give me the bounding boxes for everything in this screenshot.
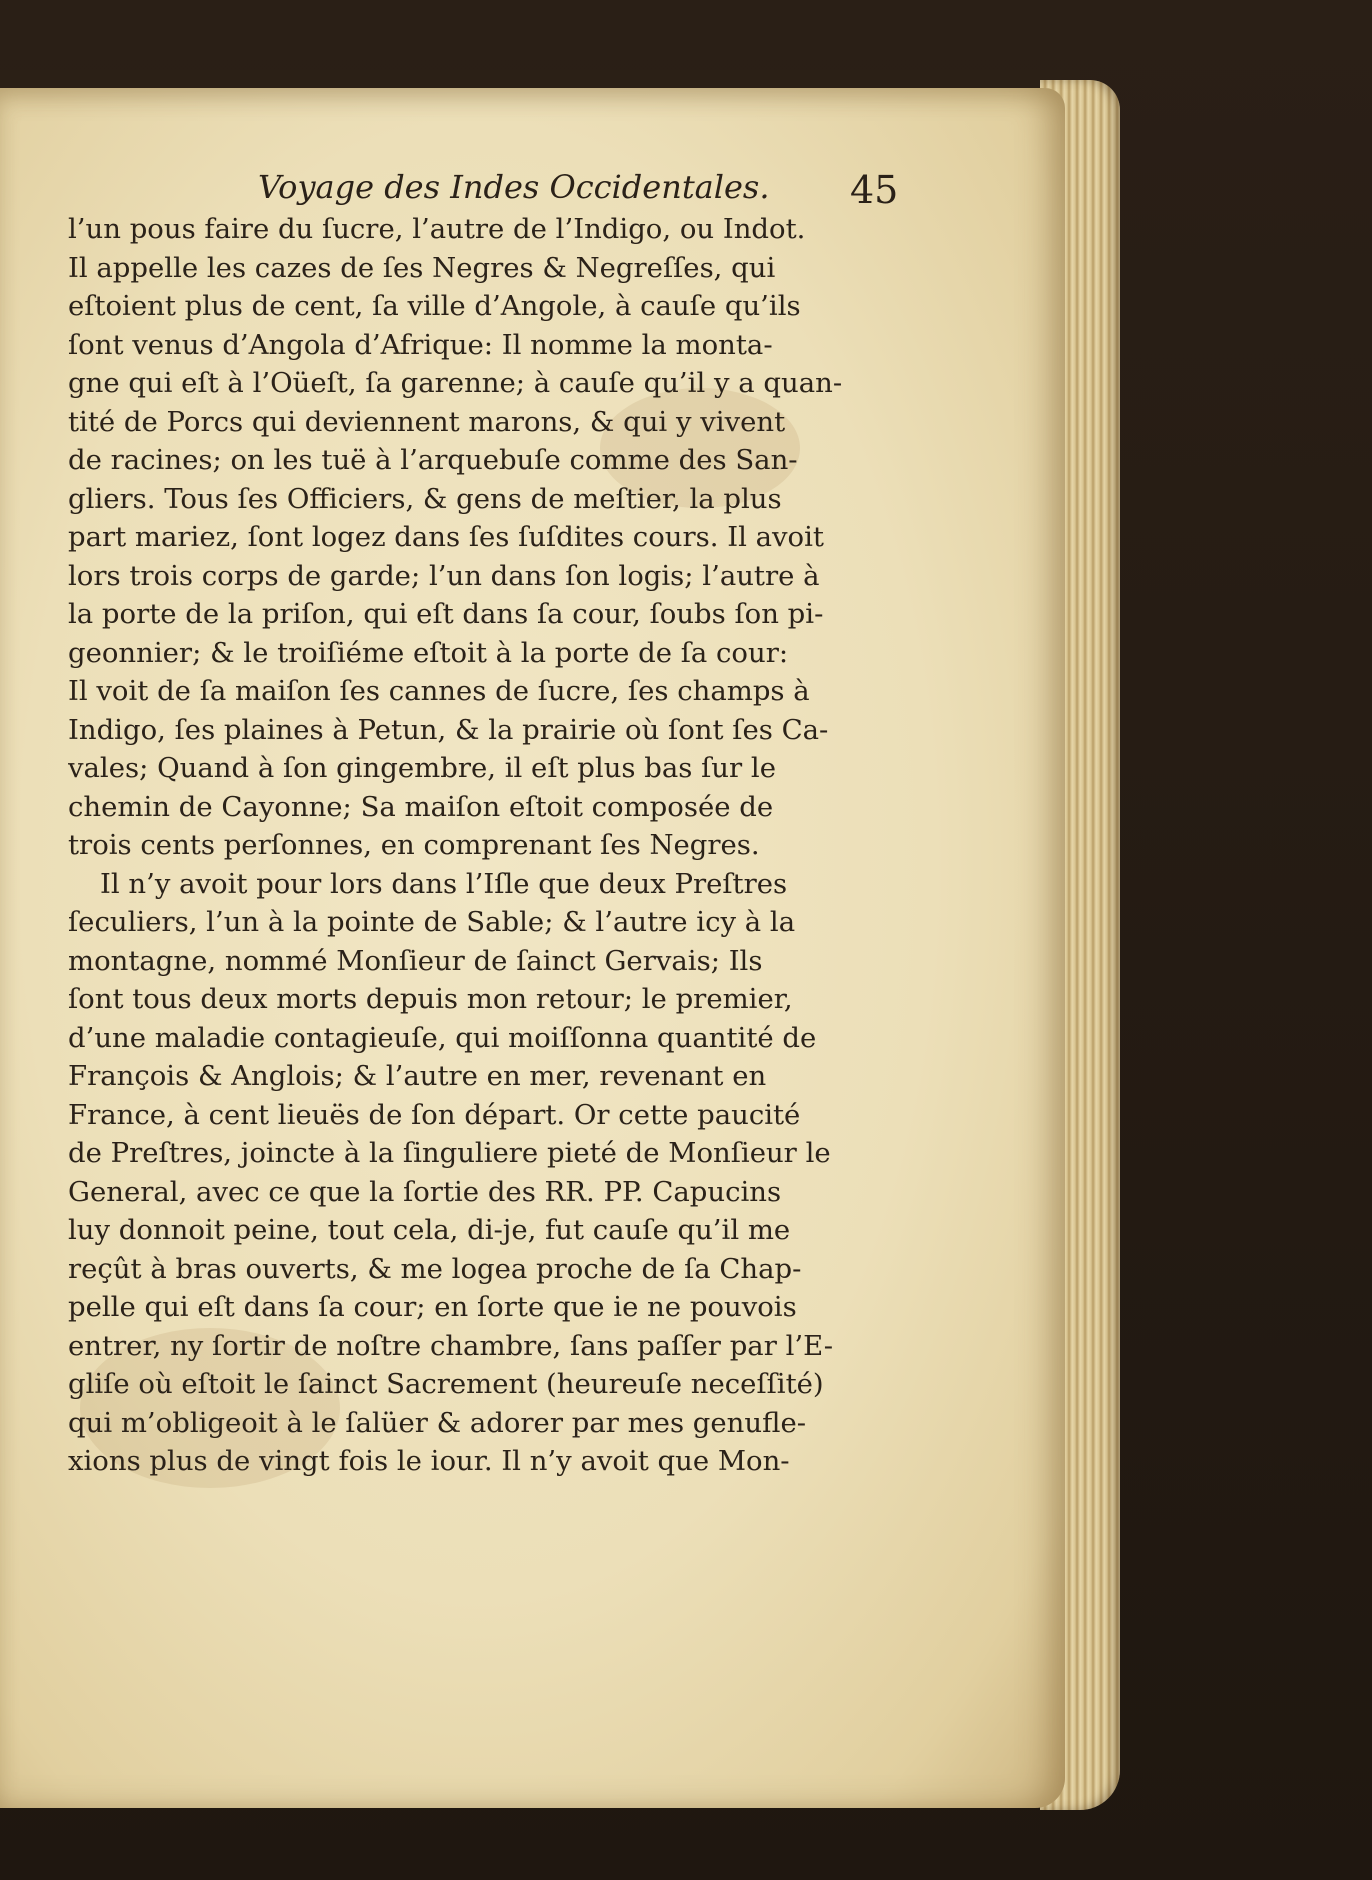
text-line: François & Anglois; & l’autre en mer, revenant en [68,1060,767,1092]
paragraph-start-line: Il n’y avoit pour lors dans l’Iſle que deux Preſtres [100,867,788,900]
page-number: 45 [850,168,899,212]
text-line: part mariez, ſont logez dans ſes ſuſdites cours. Il avoit [68,521,824,553]
text-line: Il appelle les cazes de ſes Negres & Negreſſes, qui [68,251,776,284]
text-line: ſont venus d’Angola d’Afrique: Il nomme la monta- [68,328,773,361]
text-line: vales; Quand à ſon gingembre, il eſt plus bas ſur le [68,752,776,784]
text-line: Indigo, ſes plaines à Petun, & la prairie où ſont ſes Ca- [68,713,829,746]
text-line: chemin de Cayonne; Sa maiſon eſtoit composée de [68,790,774,823]
text-line: lors trois corps de garde; l’un dans ſon logis; l’autre à [68,559,820,592]
text-line: ſeculiers, l’un à la pointe de Sable; & l’autre icy à la [68,906,796,938]
text-line: gliſe où eſtoit le ſainct Sacrement (heureuſe neceſſité) [68,1368,824,1400]
body-text [68,210,890,1481]
text-line: qui m’obligeoit à le ſalüer & adorer par mes genufle- [68,1406,807,1439]
text-line: gne qui eſt à l’Oüeſt, ſa garenne; à cauſe qu’il y a quan- [68,367,843,399]
text-line: pelle qui eſt dans ſa cour; en ſorte que ie ne pouvois [68,1291,797,1323]
text-line: d’une maladie contagieuſe, qui moiſſonna quantité de [68,1021,817,1054]
text-line: xions plus de vingt fois le iour. Il n’y avoit que Mon- [68,1445,790,1477]
text-line: General, avec ce que la ſortie des RR. PP. Capucins [68,1175,782,1208]
text-line: montagne, nommé Monſieur de ſainct Gervais; Ils [68,944,763,977]
text-line: luy donnoit peine, tout cela, di-je, fut cauſe qu’il me [68,1214,791,1246]
text-line: l’un pous faire du ſucre, l’autre de l’Indigo, ou Indot. [68,213,806,245]
text-line: la porte de la priſon, qui eſt dans ſa cour, ſoubs ſon pi- [68,598,824,630]
text-line: Il voit de ſa maiſon ſes cannes de ſucre, ſes champs à [68,675,810,707]
text-line: France, à cent lieuës de ſon départ. Or cette paucité [68,1098,801,1131]
text-line: de racines; on les tuë à l’arquebuſe comme des San- [68,444,798,476]
text-line: ſont tous deux morts depuis mon retour; le premier, [68,983,793,1015]
text-line: trois cents perſonnes, en comprenant ſes Negres. [68,829,760,861]
text-line: eſtoient plus de cent, ſa ville d’Angole, à cauſe qu’ils [68,290,801,322]
text-line: gliers. Tous ſes Officiers, & gens de meſtier, la plus [68,482,782,515]
text-line: tité de Porcs qui deviennent marons, & qui y vivent [68,405,786,438]
text-line: de Preſtres, joincte à la ſinguliere pieté de Monſieur le [68,1137,831,1169]
text-line: entrer, ny ſortir de noſtre chambre, ſans paſſer par l’E- [68,1329,833,1362]
running-head: Voyage des Indes Occidentales. [258,168,770,206]
book-page [0,88,1065,1808]
text-line: geonnier; & le troiſiéme eſtoit à la porte de ſa cour: [68,636,789,669]
text-line: reçût à bras ouverts, & me logea proche de ſa Chap- [68,1252,802,1285]
